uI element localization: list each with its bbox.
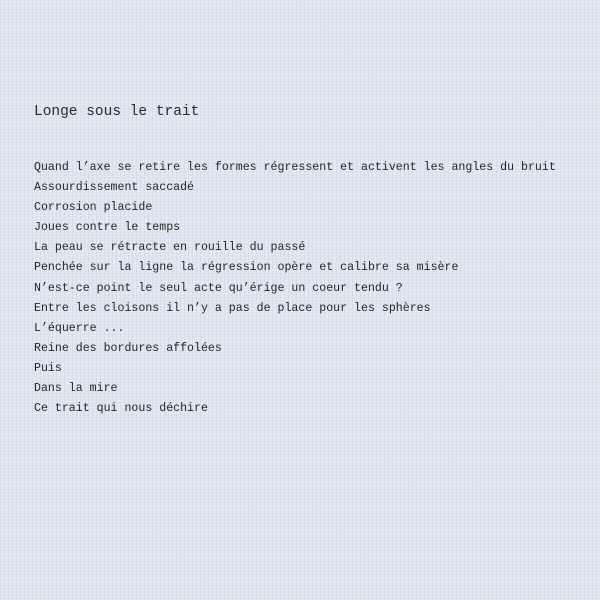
- poem-title: Longe sous le trait: [34, 104, 200, 120]
- poem-line: Puis: [34, 361, 62, 375]
- poem-line: Corrosion placide: [34, 201, 153, 215]
- poem-line: L’équerre ...: [34, 321, 125, 335]
- poem-body: [34, 158, 574, 419]
- poem-line: Joues contre le temps: [34, 221, 181, 235]
- poem-line: Assourdissement saccadé: [34, 181, 195, 195]
- poem-line: Penchée sur la ligne la régression opère et calibre sa misère: [34, 261, 459, 275]
- poem-line: Ce trait qui nous déchire: [34, 402, 208, 416]
- poem-line: Dans la mire: [34, 382, 118, 396]
- poem-line: N’est-ce point le seul acte qu’érige un coeur tendu ?: [34, 281, 403, 295]
- poem-line: Quand l’axe se retire les formes régressent et activent les angles du bruit: [34, 161, 556, 174]
- poem-page: [34, 102, 574, 419]
- poem-line: Entre les cloisons il n’y a pas de place pour les sphères: [34, 301, 431, 315]
- poem-line: Reine des bordures affolées: [34, 341, 222, 355]
- poem-line: La peau se rétracte en rouille du passé: [34, 241, 306, 255]
